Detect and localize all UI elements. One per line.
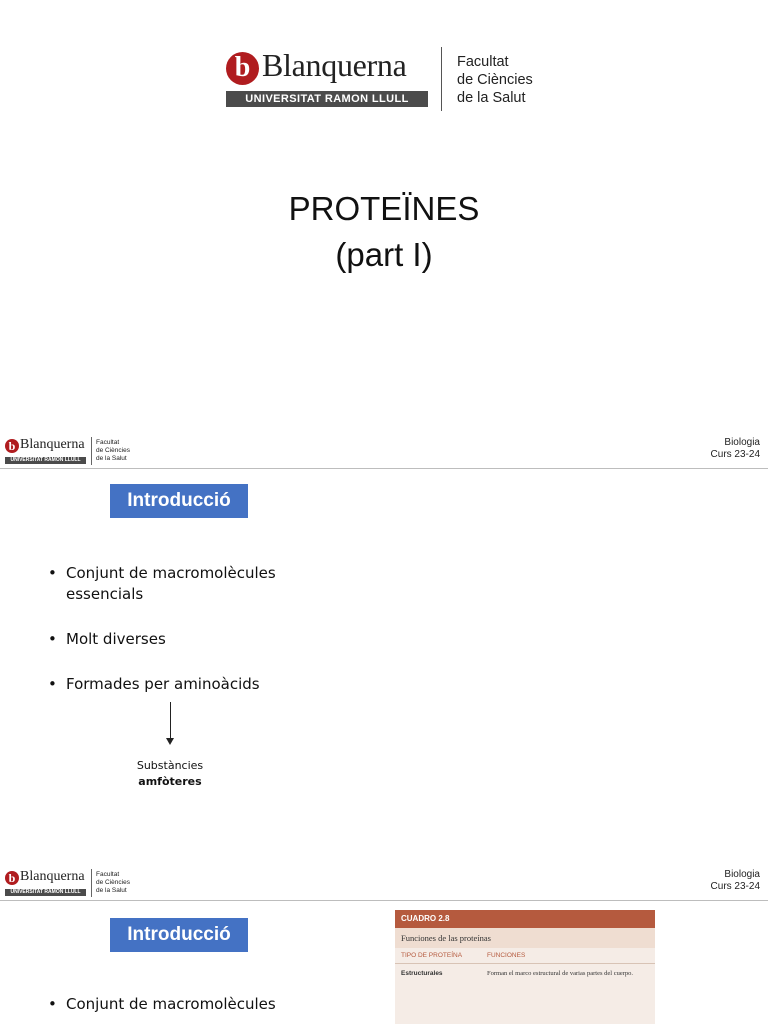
table-columns xyxy=(395,948,655,964)
section-title: Introducció xyxy=(110,918,248,952)
column-functions: FUNCIONES xyxy=(487,952,526,959)
intro-slide-table xyxy=(0,864,768,1024)
header-divider xyxy=(0,468,768,469)
logo-faculty: Facultat de Ciències de la Salut xyxy=(96,439,130,462)
column-type: TIPO DE PROTEÍNA xyxy=(401,952,463,959)
course-label: Curs 23-24 xyxy=(710,881,760,892)
logo-faculty: Facultat de Ciències de la Salut xyxy=(457,54,533,106)
slide-title: PROTEÏNES xyxy=(288,190,480,227)
table-header: CUADRO 2.8 xyxy=(395,910,655,928)
logo-university: UNIVERSITAT RAMON LLULL xyxy=(5,457,86,464)
logo-brand: Blanquerna xyxy=(20,437,85,452)
table-subtitle: Funciones de las proteínas xyxy=(395,928,655,948)
bullet-list xyxy=(48,563,308,695)
subject-label: Biologia xyxy=(724,437,760,448)
substance-note: Substàncies amfòteres xyxy=(136,759,204,788)
bullet-item: • Formades per aminoàcids xyxy=(48,674,308,695)
intro-slide xyxy=(0,432,768,816)
arrow-down-icon xyxy=(166,738,174,745)
logo-faculty: Facultat de Ciències de la Salut xyxy=(96,871,130,894)
course-info xyxy=(711,437,760,461)
logo-brand: Blanquerna xyxy=(20,869,85,884)
logo-university: UNIVERSITAT RAMON LLULL xyxy=(226,91,428,107)
blanquerna-logo-small xyxy=(5,869,145,899)
arrow-line xyxy=(170,702,171,742)
course-info xyxy=(711,869,760,893)
logo-brand: Blanquerna xyxy=(262,47,407,83)
header-divider xyxy=(0,900,768,901)
protein-functions-table xyxy=(395,910,655,1024)
slide-subtitle: (part I) xyxy=(335,236,433,273)
section-title: Introducció xyxy=(110,484,248,518)
bullet-list xyxy=(48,994,338,1015)
blanquerna-logo xyxy=(226,45,546,113)
logo-divider xyxy=(91,869,92,897)
subject-label: Biologia xyxy=(724,869,760,880)
logo-divider xyxy=(91,437,92,465)
logo-b-icon: b xyxy=(5,439,19,453)
course-label: Curs 23-24 xyxy=(710,449,760,460)
row-key: Estructurales xyxy=(401,970,443,977)
title-slide xyxy=(0,0,768,408)
logo-b-icon: b xyxy=(5,871,19,885)
logo-university: UNIVERSITAT RAMON LLULL xyxy=(5,889,86,896)
logo-b-icon: b xyxy=(226,52,259,85)
row-value: Forman el marco estructural de varias partes del cuerpo. xyxy=(487,970,634,977)
blanquerna-logo-small xyxy=(5,437,145,467)
bullet-item: • Conjunt de macromolècules essencials xyxy=(48,563,308,605)
logo-divider xyxy=(441,47,442,111)
bullet-item: • Molt diverses xyxy=(48,629,308,650)
table-row xyxy=(395,964,655,978)
bullet-item: • Conjunt de macromolècules xyxy=(48,994,338,1015)
